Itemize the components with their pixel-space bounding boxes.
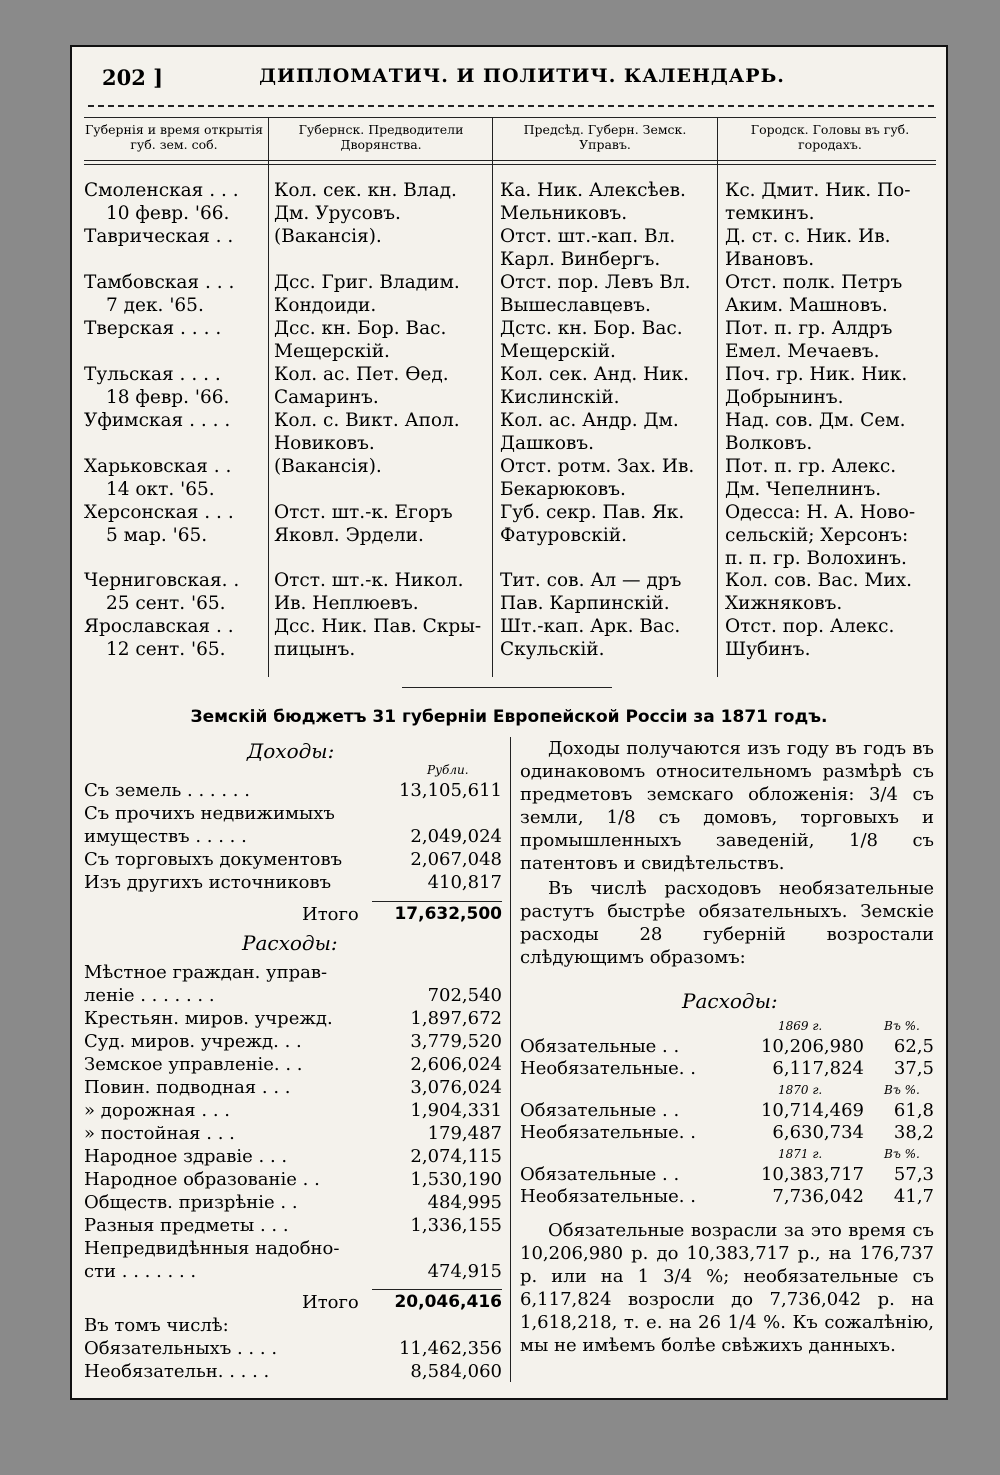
col-header-gorodsk-golovy: Городск. Головы въ губ. городахъ. bbox=[750, 122, 910, 152]
budget-row-label: Крестьян. миров. учрежд. bbox=[84, 1008, 333, 1029]
budget-row-label: Суд. миров. учрежд. . . bbox=[84, 1031, 302, 1052]
cell-predvoditel: Отст. шт.-к. Егоръ bbox=[274, 502, 453, 523]
budget-row-label: Съ торговыхъ документовъ bbox=[84, 849, 343, 870]
page-header bbox=[72, 65, 946, 101]
cell-gorodsk-golova: Одесса: Н. А. Ново- bbox=[725, 502, 916, 523]
budget-row-value: 11,462,356 bbox=[398, 1338, 502, 1359]
paragraph-income: Доходы получаются изъ году въ годъ въ одинаковомъ относительномъ размѣрѣ съ предметовъ земскаго обложенія: 3/4 съ земли, 1/8 съ домовъ, торговыхъ и промышленныхъ заведеній, 1/8 съ патентовъ и свидѣтельствъ. bbox=[520, 738, 934, 874]
year-row-value: 10,714,469 bbox=[760, 1100, 864, 1121]
cell-predvoditel: Отст. шт.-к. Никол. bbox=[274, 570, 464, 591]
cell-zemsk-predsedatel: Карл. Винбергъ. bbox=[500, 249, 661, 270]
cell-zemsk-predsedatel: Тит. сов. Ал — дръ bbox=[500, 570, 682, 591]
cell-gubernia: Смоленская . . . bbox=[84, 180, 239, 201]
cell-predvoditel: Дсс. кн. Бор. Вас. bbox=[274, 318, 447, 339]
col-divider-2 bbox=[492, 117, 493, 677]
cell-gorodsk-golova: Ивановъ. bbox=[725, 249, 815, 270]
budget-row-label: Народное здравіе . . . bbox=[84, 1146, 288, 1167]
budget-row-value: 2,067,048 bbox=[410, 849, 502, 870]
cell-gorodsk-golova: Добрынинъ. bbox=[725, 387, 844, 408]
col-header-predvoditeli: Губернск. Предводители Дворянства. bbox=[298, 122, 464, 152]
budget-row-label: Обществ. призрѣніе . . bbox=[84, 1192, 298, 1213]
expense-heading-2: Расходы: bbox=[682, 989, 778, 1013]
cell-gubernia: Таврическая . . bbox=[84, 226, 234, 247]
budget-row-value: 13,105,611 bbox=[398, 780, 502, 801]
year-row-label: Обязательные . . bbox=[520, 1164, 680, 1185]
year-label: 1871 г. bbox=[778, 1147, 823, 1161]
cell-predvoditel: пицынъ. bbox=[274, 639, 356, 660]
cell-zemsk-predsedatel: Губ. секр. Пав. Як. bbox=[500, 502, 685, 523]
cell-zemsk-predsedatel: Ка. Ник. Алексѣев. bbox=[500, 180, 686, 201]
cell-gorodsk-golova: Волковъ. bbox=[725, 433, 813, 454]
cell-zemsk-predsedatel: Кислинскій. bbox=[500, 387, 620, 408]
col-header-zemsk-upravy: Предсѣд. Губерн. Земск. Управъ. bbox=[523, 122, 687, 152]
cell-gubernia: Уфимская . . . . bbox=[84, 410, 231, 431]
budget-row-label: Обязательныхъ . . . . bbox=[84, 1338, 278, 1359]
cell-gubernia: Херсонская . . . bbox=[84, 502, 234, 523]
cell-gorodsk-golova: Д. ст. с. Ник. Ив. bbox=[725, 226, 891, 247]
budget-row-label: Непредвидѣнныя надобно- bbox=[84, 1238, 340, 1259]
cell-predvoditel: Кол. с. Викт. Апол. bbox=[274, 410, 460, 431]
paragraph-expenses: Въ числѣ расходовъ необязательные растутъ быстрѣе обязательныхъ. Земскіе расходы 28 губерній возростали слѣдующимъ образомъ: bbox=[520, 878, 934, 968]
income-total-value: 17,632,500 bbox=[394, 904, 502, 924]
budget-row-value: 3,076,024 bbox=[410, 1077, 502, 1098]
col-divider-3 bbox=[717, 117, 718, 677]
year-row-value: 6,630,734 bbox=[772, 1122, 864, 1143]
cell-gorodsk-golova: Пот. п. гр. Алекс. bbox=[725, 456, 897, 477]
year-row-label: Необязательные. . bbox=[520, 1058, 696, 1079]
year-row-percent: 57,3 bbox=[893, 1164, 934, 1185]
cell-zemsk-predsedatel: Фатуровскій. bbox=[500, 525, 627, 546]
table-header-rule bbox=[84, 160, 936, 161]
budget-row-label: Повин. подводная . . . bbox=[84, 1077, 291, 1098]
table-header-rule-2 bbox=[84, 164, 936, 165]
section-divider bbox=[402, 687, 612, 688]
cell-gubernia: 25 сент. '65. bbox=[106, 593, 226, 614]
year-label: 1869 г. bbox=[778, 1019, 823, 1033]
year-label: 1870 г. bbox=[778, 1083, 823, 1097]
cell-gorodsk-golova: Кс. Дмит. Ник. По- bbox=[725, 180, 911, 201]
cell-predvoditel: Кондоиди. bbox=[274, 295, 377, 316]
cell-gubernia: Тверская . . . . bbox=[84, 318, 222, 339]
cell-predvoditel: (Вакансія). bbox=[274, 456, 382, 477]
cell-gubernia: 7 дек. '65. bbox=[106, 295, 204, 316]
cell-predvoditel: Кол. сек. кн. Влад. bbox=[274, 180, 457, 201]
budget-row-label: » постойная . . . bbox=[84, 1123, 235, 1144]
year-row-label: Необязательные. . bbox=[520, 1122, 696, 1143]
col-divider-1 bbox=[268, 117, 269, 677]
cell-gorodsk-golova: Хижняковъ. bbox=[725, 593, 843, 614]
year-row-label: Обязательные . . bbox=[520, 1100, 680, 1121]
cell-predvoditel: Кол. ас. Пет. Ѳед. bbox=[274, 364, 449, 385]
cell-zemsk-predsedatel: Шт.-кап. Арк. Вас. bbox=[500, 616, 681, 637]
budget-row-label: Мѣстное граждан. управ- bbox=[84, 962, 328, 983]
cell-zemsk-predsedatel: Скульскій. bbox=[500, 639, 605, 660]
cell-gubernia: Тульская . . . . bbox=[84, 364, 221, 385]
cell-gubernia: 12 сент. '65. bbox=[106, 639, 226, 660]
cell-predvoditel: Самаринъ. bbox=[274, 387, 379, 408]
cell-gorodsk-golova: Пот. п. гр. Алдръ bbox=[725, 318, 893, 339]
cell-predvoditel: Дсс. Ник. Пав. Скры- bbox=[274, 616, 482, 637]
cell-zemsk-predsedatel: Отст. пор. Левъ Вл. bbox=[500, 272, 691, 293]
cell-zemsk-predsedatel: Бекарюковъ. bbox=[500, 479, 626, 500]
cell-predvoditel: Дм. Урусовъ. bbox=[274, 203, 401, 224]
budget-row-label: Изъ другихъ источниковъ bbox=[84, 872, 332, 893]
table-top-rule bbox=[84, 117, 936, 118]
cell-gorodsk-golova: темкинъ. bbox=[725, 203, 815, 224]
budget-title: Земскій бюджетъ 31 губерніи Европейской Россіи за 1871 годъ. bbox=[190, 707, 828, 727]
col-header-gubernia: Губернія и время открытія губ. зем. соб. bbox=[84, 122, 264, 152]
cell-gubernia: 5 мар. '65. bbox=[106, 525, 208, 546]
cell-gubernia: 18 февр. '66. bbox=[106, 387, 230, 408]
cell-zemsk-predsedatel: Пав. Карпинскій. bbox=[500, 593, 670, 614]
cell-predvoditel: Дсс. Григ. Владим. bbox=[274, 272, 460, 293]
cell-gubernia: 10 февр. '66. bbox=[106, 203, 230, 224]
budget-row-value: 702,540 bbox=[427, 985, 502, 1006]
budget-row-label: Съ прочихъ недвижимыхъ bbox=[84, 803, 335, 824]
budget-row-value: 1,904,331 bbox=[410, 1100, 502, 1121]
budget-row-label: сти . . . . . . . bbox=[84, 1261, 197, 1282]
expense-total-rule bbox=[372, 1289, 502, 1290]
budget-row-label: Народное образованіе . . bbox=[84, 1169, 320, 1190]
budget-row-label: леніе . . . . . . . bbox=[84, 985, 215, 1006]
cell-zemsk-predsedatel: Дашковъ. bbox=[500, 433, 595, 454]
cell-zemsk-predsedatel: Отст. ротм. Зах. Ив. bbox=[500, 456, 695, 477]
budget-row-label: Съ земель . . . . . . bbox=[84, 780, 250, 801]
cell-zemsk-predsedatel: Кол. ас. Андр. Дм. bbox=[500, 410, 679, 431]
header-rule bbox=[88, 105, 934, 111]
cell-gorodsk-golova: Кол. сов. Вас. Мих. bbox=[725, 570, 912, 591]
cell-predvoditel: Мещерскій. bbox=[274, 341, 390, 362]
year-row-percent: 62,5 bbox=[893, 1036, 934, 1057]
budget-row-label: имуществъ . . . . . bbox=[84, 826, 247, 847]
year-row-value: 10,206,980 bbox=[760, 1036, 864, 1057]
cell-gorodsk-golova: Емел. Мечаевъ. bbox=[725, 341, 880, 362]
budget-row-value: 1,897,672 bbox=[410, 1008, 502, 1029]
cell-gorodsk-golova: Аким. Машновъ. bbox=[725, 295, 888, 316]
percent-label: Въ %. bbox=[884, 1019, 920, 1033]
cell-zemsk-predsedatel: Мельниковъ. bbox=[500, 203, 628, 224]
income-total-label: Итого bbox=[302, 904, 359, 925]
budget-row-value: 8,584,060 bbox=[410, 1361, 502, 1382]
running-title: ДИПЛОМАТИЧ. И ПОЛИТИЧ. КАЛЕНДАРЬ. bbox=[259, 65, 785, 87]
budget-row-value: 2,074,115 bbox=[410, 1146, 502, 1167]
cell-gubernia: Черниговская. . bbox=[84, 570, 240, 591]
budget-row-value: 3,779,520 bbox=[410, 1031, 502, 1052]
percent-label: Въ %. bbox=[884, 1147, 920, 1161]
cell-zemsk-predsedatel: Вышеславцевъ. bbox=[500, 295, 651, 316]
cell-gorodsk-golova: Дм. Чепелнинъ. bbox=[725, 479, 882, 500]
budget-row-label: Земское управленіе. . . bbox=[84, 1054, 303, 1075]
cell-predvoditel: (Вакансія). bbox=[274, 226, 382, 247]
year-row-value: 10,383,717 bbox=[760, 1164, 864, 1185]
cell-zemsk-predsedatel: Отст. шт.-кап. Вл. bbox=[500, 226, 676, 247]
expense-total-label: Итого bbox=[302, 1292, 359, 1313]
budget-row-value: 2,049,024 bbox=[410, 826, 502, 847]
year-row-percent: 37,5 bbox=[893, 1058, 934, 1079]
year-row-value: 6,117,824 bbox=[772, 1058, 864, 1079]
paragraph-summary: Обязательные возрасли за это время съ 10,206,980 р. до 10,383,717 р., на 176,737 р. или на 1 3/4 %; необязательные съ 6,117,824 возросли до 7,736,042 р. на 1,618,218, т. е. на 26 1/4 %. Къ сожалѣнію, мы не имѣемъ болѣе свѣжихъ данныхъ. bbox=[520, 1220, 934, 1356]
cell-predvoditel: Яковл. Эрдели. bbox=[274, 525, 424, 546]
cell-zemsk-predsedatel: Кол. сек. Анд. Ник. bbox=[500, 364, 690, 385]
expense-heading: Расходы: bbox=[242, 931, 338, 955]
including-label: Въ томъ числѣ: bbox=[84, 1315, 229, 1336]
budget-row-label: Необязательн. . . . . bbox=[84, 1361, 270, 1382]
expense-total-value: 20,046,416 bbox=[394, 1292, 502, 1312]
cell-gorodsk-golova: Шубинъ. bbox=[725, 639, 811, 660]
income-total-rule bbox=[372, 901, 502, 902]
cell-gorodsk-golova: Отст. пор. Алекс. bbox=[725, 616, 895, 637]
year-row-value: 7,736,042 bbox=[772, 1186, 864, 1207]
cell-gubernia: Ярославская . . bbox=[84, 616, 234, 637]
year-row-percent: 61,8 bbox=[893, 1100, 934, 1121]
cell-gubernia: Тамбовская . . . bbox=[84, 272, 235, 293]
cell-zemsk-predsedatel: Мещерскій. bbox=[500, 341, 616, 362]
year-row-percent: 41,7 bbox=[893, 1186, 934, 1207]
year-row-label: Необязательные. . bbox=[520, 1186, 696, 1207]
budget-row-value: 474,915 bbox=[427, 1261, 502, 1282]
cell-gorodsk-golova: сельскій; Херсонъ: bbox=[725, 525, 909, 546]
income-heading: Доходы: bbox=[247, 739, 335, 763]
budget-row-value: 484,995 bbox=[427, 1192, 502, 1213]
budget-column-divider bbox=[510, 737, 511, 1382]
cell-zemsk-predsedatel: Дстс. кн. Бор. Вас. bbox=[500, 318, 683, 339]
cell-gorodsk-golova: Отст. полк. Петръ bbox=[725, 272, 903, 293]
cell-gorodsk-golova: Поч. гр. Ник. Ник. bbox=[725, 364, 908, 385]
budget-row-label: Разныя предметы . . . bbox=[84, 1215, 289, 1236]
year-row-label: Обязательные . . bbox=[520, 1036, 680, 1057]
budget-row-value: 2,606,024 bbox=[410, 1054, 502, 1075]
year-row-percent: 38,2 bbox=[893, 1122, 934, 1143]
budget-row-label: » дорожная . . . bbox=[84, 1100, 230, 1121]
cell-predvoditel: Новиковъ. bbox=[274, 433, 375, 454]
cell-predvoditel: Ив. Неплюевъ. bbox=[274, 593, 419, 614]
budget-row-value: 410,817 bbox=[427, 872, 502, 893]
cell-gubernia: 14 окт. '65. bbox=[106, 479, 215, 500]
percent-label: Въ %. bbox=[884, 1083, 920, 1097]
cell-gorodsk-golova: п. п. гр. Волохинъ. bbox=[725, 548, 907, 569]
cell-gorodsk-golova: Над. сов. Дм. Сем. bbox=[725, 410, 906, 431]
page-number: 202 ] bbox=[102, 65, 164, 90]
currency-label: Рубли. bbox=[427, 763, 469, 777]
budget-row-value: 1,530,190 bbox=[410, 1169, 502, 1190]
page bbox=[70, 45, 948, 1400]
budget-row-value: 179,487 bbox=[427, 1123, 502, 1144]
cell-gubernia: Харьковская . . bbox=[84, 456, 232, 477]
budget-row-value: 1,336,155 bbox=[410, 1215, 502, 1236]
